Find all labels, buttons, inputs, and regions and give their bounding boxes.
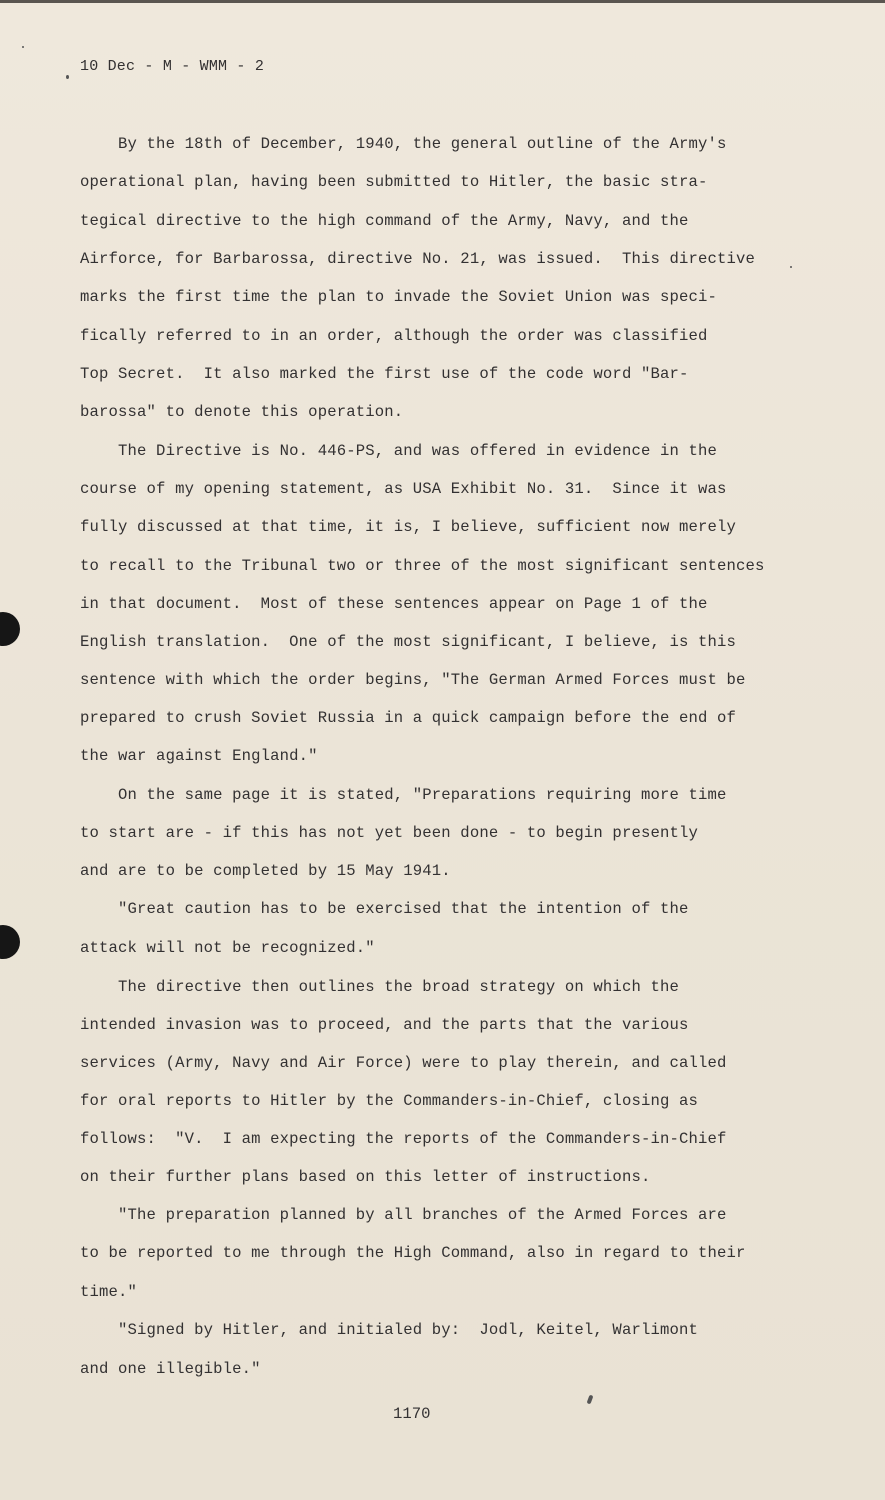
text-line: English translation. One of the most significant, I believe, is this bbox=[80, 633, 737, 651]
text-line: for oral reports to Hitler by the Commanders-in-Chief, closing as bbox=[80, 1092, 699, 1110]
text-line: in that document. Most of these sentences appear on Page 1 of the bbox=[80, 595, 708, 613]
text-line: to be reported to me through the High Command, also in regard to their bbox=[80, 1244, 746, 1262]
text-line: On the same page it is stated, "Preparations requiring more time bbox=[80, 786, 727, 804]
text-line: Airforce, for Barbarossa, directive No. 21, was issued. This directive bbox=[80, 250, 756, 268]
text-line: "Signed by Hitler, and initialed by: Jodl, Keitel, Warlimont bbox=[80, 1321, 699, 1339]
text-line: barossa" to denote this operation. bbox=[80, 403, 404, 421]
text-line: attack will not be recognized." bbox=[80, 939, 375, 957]
scan-edge bbox=[0, 0, 885, 3]
text-line: "The preparation planned by all branches of the Armed Forces are bbox=[80, 1206, 727, 1224]
text-line: on their further plans based on this letter of instructions. bbox=[80, 1168, 651, 1186]
scan-speck bbox=[66, 75, 69, 79]
text-line: By the 18th of December, 1940, the general outline of the Army's bbox=[80, 135, 727, 153]
text-line: and are to be completed by 15 May 1941. bbox=[80, 862, 451, 880]
text-line: prepared to crush Soviet Russia in a quick campaign before the end of bbox=[80, 709, 737, 727]
text-line: "Great caution has to be exercised that the intention of the bbox=[80, 900, 689, 918]
text-line: and one illegible." bbox=[80, 1360, 261, 1378]
punch-hole bbox=[0, 612, 20, 646]
text-line: to start are - if this has not yet been done - to begin presently bbox=[80, 824, 699, 842]
text-line: The directive then outlines the broad strategy on which the bbox=[80, 978, 679, 996]
text-line: to recall to the Tribunal two or three of the most significant sentences bbox=[80, 557, 765, 575]
text-line: follows: "V. I am expecting the reports of the Commanders-in-Chief bbox=[80, 1130, 727, 1148]
text-line: the war against England." bbox=[80, 747, 318, 765]
text-line: Top Secret. It also marked the first use of the code word "Bar- bbox=[80, 365, 689, 383]
text-line: marks the first time the plan to invade the Soviet Union was speci- bbox=[80, 288, 718, 306]
text-line: services (Army, Navy and Air Force) were to play therein, and called bbox=[80, 1054, 727, 1072]
text-line: The Directive is No. 446-PS, and was offered in evidence in the bbox=[80, 442, 718, 460]
scan-speck bbox=[790, 266, 792, 268]
document-header: 10 Dec - M - WMM - 2 bbox=[80, 58, 265, 75]
ink-mark bbox=[587, 1395, 594, 1405]
text-line: operational plan, having been submitted to Hitler, the basic stra- bbox=[80, 173, 708, 191]
punch-hole bbox=[0, 925, 20, 959]
scan-speck bbox=[22, 46, 24, 48]
text-line: fically referred to in an order, although the order was classified bbox=[80, 327, 708, 345]
text-line: time." bbox=[80, 1283, 138, 1301]
text-line: course of my opening statement, as USA Exhibit No. 31. Since it was bbox=[80, 480, 727, 498]
text-line: tegical directive to the high command of the Army, Navy, and the bbox=[80, 212, 689, 230]
page-number: 1170 bbox=[393, 1405, 431, 1423]
text-line: fully discussed at that time, it is, I believe, sufficient now merely bbox=[80, 518, 737, 536]
text-line: intended invasion was to proceed, and the parts that the various bbox=[80, 1016, 689, 1034]
text-line: sentence with which the order begins, "The German Armed Forces must be bbox=[80, 671, 746, 689]
